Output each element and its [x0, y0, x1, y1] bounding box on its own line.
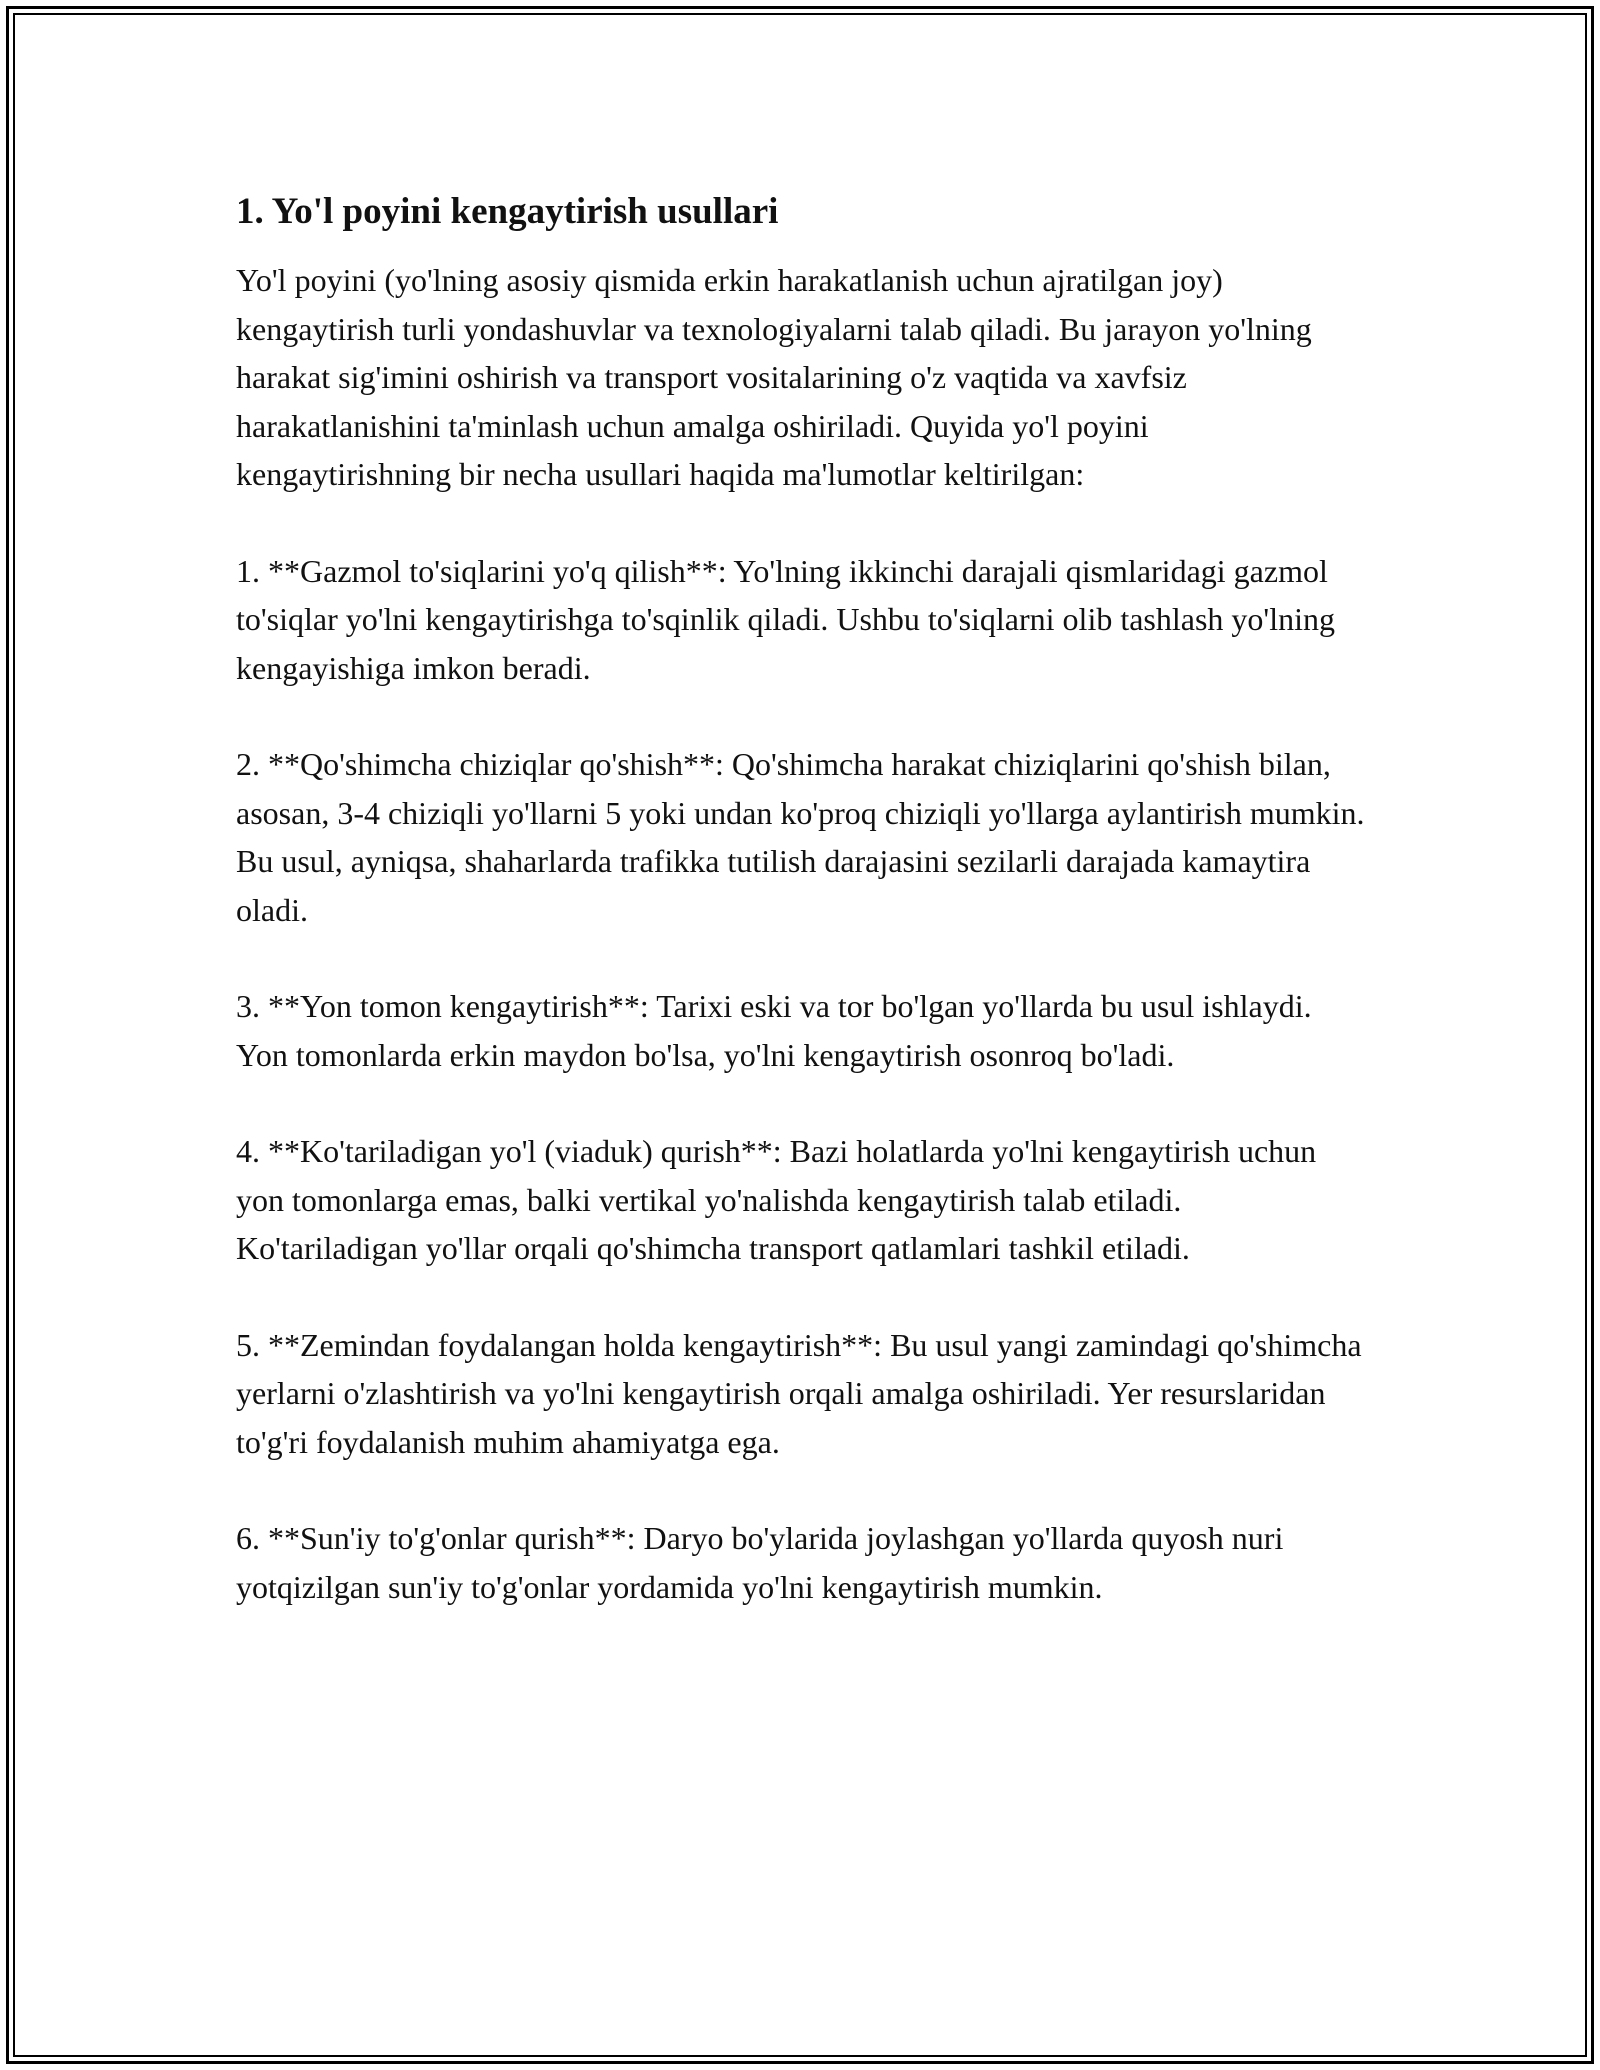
document-body: [236, 186, 1366, 1659]
list-item: 1. **Gazmol to'siqlarini yo'q qilish**: Yo'lning ikkinchi darajali qismlaridagi gazmol to'siqlar yo'lni kengaytirishga to'sqinlik qiladi. Ushbu to'siqlarni olib tashlash yo'lning kengayishiga imkon beradi.: [236, 552, 1335, 686]
list-item: 4. **Ko'tariladigan yo'l (viaduk) qurish**: Bazi holatlarda yo'lni kengaytirish uchun yon tomonlarga emas, balki vertikal yo'nalishda kengaytirish talab etiladi. Ko'tariladigan yo'llar orqali qo'shimcha transport qatlamlari tashkil etiladi.: [236, 1133, 1317, 1266]
intro-paragraph: Yo'l poyini (yo'lning asosiy qismida erkin harakatlanish uchun ajratilgan joy) kengaytirish turli yondashuvlar va texnologiyalarni talab qiladi. Bu jarayon yo'lning harakat sig'imini oshirish va transport vositalarining o'z vaqtida va xavfsiz harakatlanishini ta'minlash uchun amalga oshiriladi. Quyida yo'l poyini kengaytirishning bir necha usullari haqida ma'lumotlar keltirilgan:: [236, 262, 1312, 492]
list-item: 3. **Yon tomon kengaytirish**: Tarixi eski va tor bo'lgan yo'llarda bu usul ishlaydi. Yon tomonlarda erkin maydon bo'lsa, yo'lni kengaytirish osonroq bo'ladi.: [236, 988, 1312, 1073]
list-item: 5. **Zemindan foydalangan holda kengaytirish**: Bu usul yangi zamindagi qo'shimcha yerlarni o'zlashtirish va yo'lni kengaytirish orqali amalga oshiriladi. Yer resurslaridan to'g'ri foydalanish muhim ahamiyatga ega.: [236, 1326, 1362, 1460]
list-item: 6. **Sun'iy to'g'onlar qurish**: Daryo bo'ylarida joylashgan yo'llarda quyosh nuri yotqizilgan sun'iy to'g'onlar yordamida yo'lni kengaytirish mumkin.: [236, 1520, 1284, 1605]
section-title: 1. Yo'l poyini kengaytirish usullari: [236, 191, 779, 232]
list-item: 2. **Qo'shimcha chiziqlar qo'shish**: Qo'shimcha harakat chiziqlarini qo'shish bilan, asosan, 3-4 chiziqli yo'llarni 5 yoki undan ko'proq chiziqli yo'llarga aylantirish mumkin. Bu usul, ayniqsa, shaharlarda trafikka tutilish darajasini sezilarli darajada kamaytira oladi.: [236, 746, 1365, 928]
